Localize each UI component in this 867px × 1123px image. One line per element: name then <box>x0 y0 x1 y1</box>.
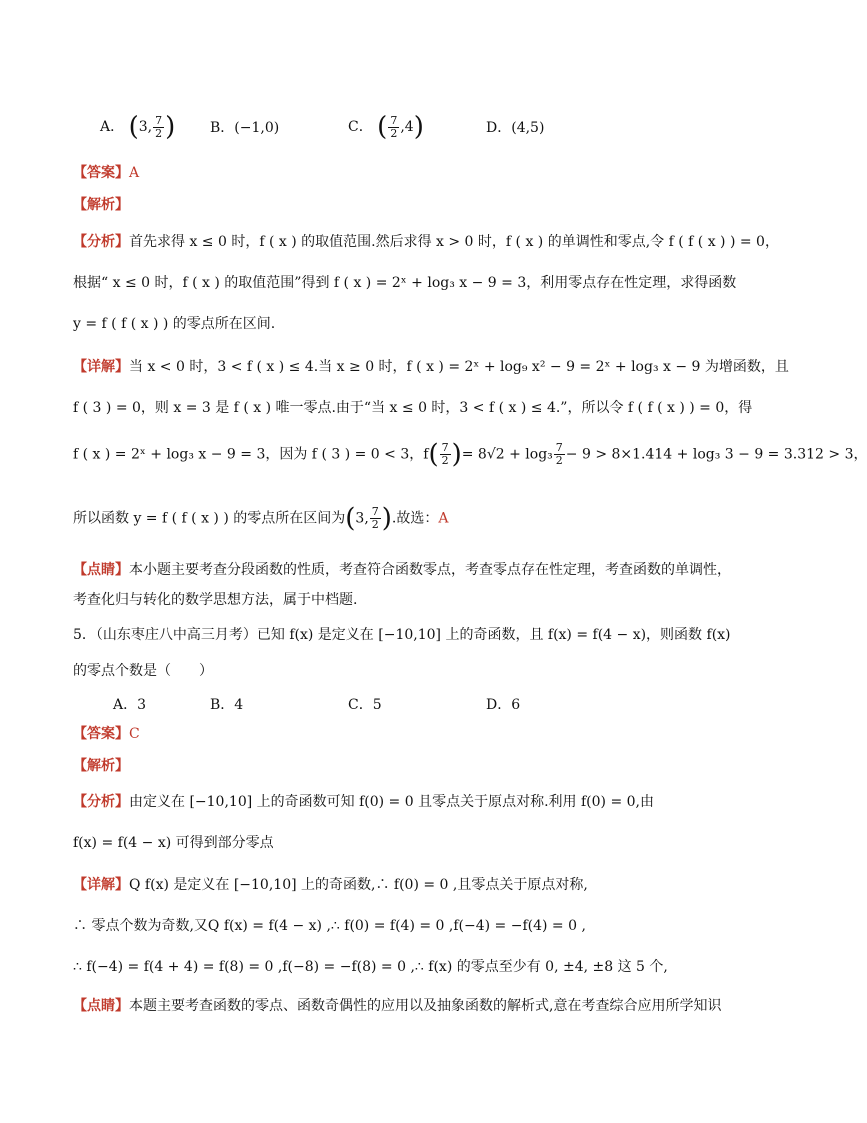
q5-stem-line-1: 5．（山东枣庄八中高三月考）已知 f(x) 是定义在 [−10,10] 上的奇函数，且 f(x) = f(4 − x)，则函数 f(x) <box>73 627 731 643</box>
q4-xiangjie-line-2: f ( 3 ) = 0，则 x = 3 是 f ( x ) 唯一零点.由于“当 x ≤ 0 时，3 < f ( x ) ≤ 4.”，所以令 f ( f ( x ) ) = 0，得 <box>73 400 753 416</box>
q5-fenxi-line-2: f(x) = f(4 − x) 可得到部分零点 <box>73 835 274 851</box>
q5-fenxi-line-1: 【分析】由定义在 [−10,10] 上的奇函数可知 f(0) = 0 且零点关于原点对称.利用 f(0) = 0,由 <box>73 794 654 810</box>
q5-option-b: B．4 <box>210 697 244 713</box>
q4-option-b: B．(−1,0) <box>210 120 280 136</box>
q4-xiangjie-line-4: 所以函数 y = f ( f ( x ) ) 的零点所在区间为(3, $\frac{7}{2}$ ).故选：A <box>73 503 449 534</box>
q5-analysis-heading: 【解析】 <box>73 758 129 774</box>
q4-fenxi-line-2: 根据“ x ≤ 0 时，f ( x ) 的取值范围”得到 f ( x ) = 2ˣ + log₃ x − 9 = 3，利用零点存在性定理，求得函数 <box>73 275 737 291</box>
q4-option-c: C． ( $\frac{7}{2}$ ,4) <box>348 112 424 142</box>
q5-xiangjie-line-2: ∴ 零点个数为奇数,又Q f(x) = f(4 − x) ,∴ f(0) = f(4) = 0 ,f(−4) = −f(4) = 0 , <box>73 918 586 934</box>
q5-option-c: C．5 <box>348 697 382 713</box>
q4-fenxi-line-1: 【分析】首先求得 x ≤ 0 时，f ( x ) 的取值范围.然后求得 x > 0 时，f ( x ) 的单调性和零点,令 f ( f ( x ) ) = 0， <box>73 234 779 250</box>
q5-dianjing-line-1: 【点睛】本题主要考查函数的零点、函数奇偶性的应用以及抽象函数的解析式,意在考查综合应用所学知识 <box>73 998 722 1014</box>
q5-answer: 【答案】C <box>73 726 140 742</box>
q4-xiangjie-line-1: 【详解】当 x < 0 时，3 < f ( x ) ≤ 4.当 x ≥ 0 时，f ( x ) = 2ˣ + log₉ x² − 9 = 2ˣ + log₃ x − 9 为增函数，且 <box>73 359 789 375</box>
q4-analysis-heading: 【解析】 <box>73 197 129 213</box>
q4-answer: 【答案】A <box>73 165 140 181</box>
q4-option-d: D．(4,5) <box>486 120 545 136</box>
q5-option-a: A．3 <box>113 697 147 713</box>
q4-option-a: A． (3, $\frac{7}{2}$ ) <box>100 112 176 142</box>
q4-xiangjie-line-3: f ( x ) = 2ˣ + log₃ x − 9 = 3，因为 f ( 3 ) = 0 < 3，f( $\frac{7}{2}$ )= 8√2 + log₃ $\frac{7}{2}$ − 9 > 8×1.414 + log₃ 3 − 9 = 3.312 > 3， <box>73 439 867 470</box>
q5-stem-line-2: 的零点个数是（ ） <box>73 663 213 679</box>
q5-xiangjie-line-1: 【详解】Q f(x) 是定义在 [−10,10] 上的奇函数,∴ f(0) = 0 ,且零点关于原点对称, <box>73 877 588 893</box>
q4-dianjing-line-2: 考查化归与转化的数学思想方法，属于中档题. <box>73 592 358 608</box>
q5-option-d: D．6 <box>486 697 521 713</box>
q5-xiangjie-line-3: ∴ f(−4) = f(4 + 4) = f(8) = 0 ,f(−8) = −f(8) = 0 ,∴ f(x) 的零点至少有 0, ±4, ±8 这 5 个, <box>73 959 668 975</box>
q4-dianjing-line-1: 【点睛】本小题主要考查分段函数的性质，考查符合函数零点，考查零点存在性定理，考查函数的单调性， <box>73 562 731 578</box>
q4-fenxi-line-3: y = f ( f ( x ) ) 的零点所在区间. <box>73 316 276 332</box>
